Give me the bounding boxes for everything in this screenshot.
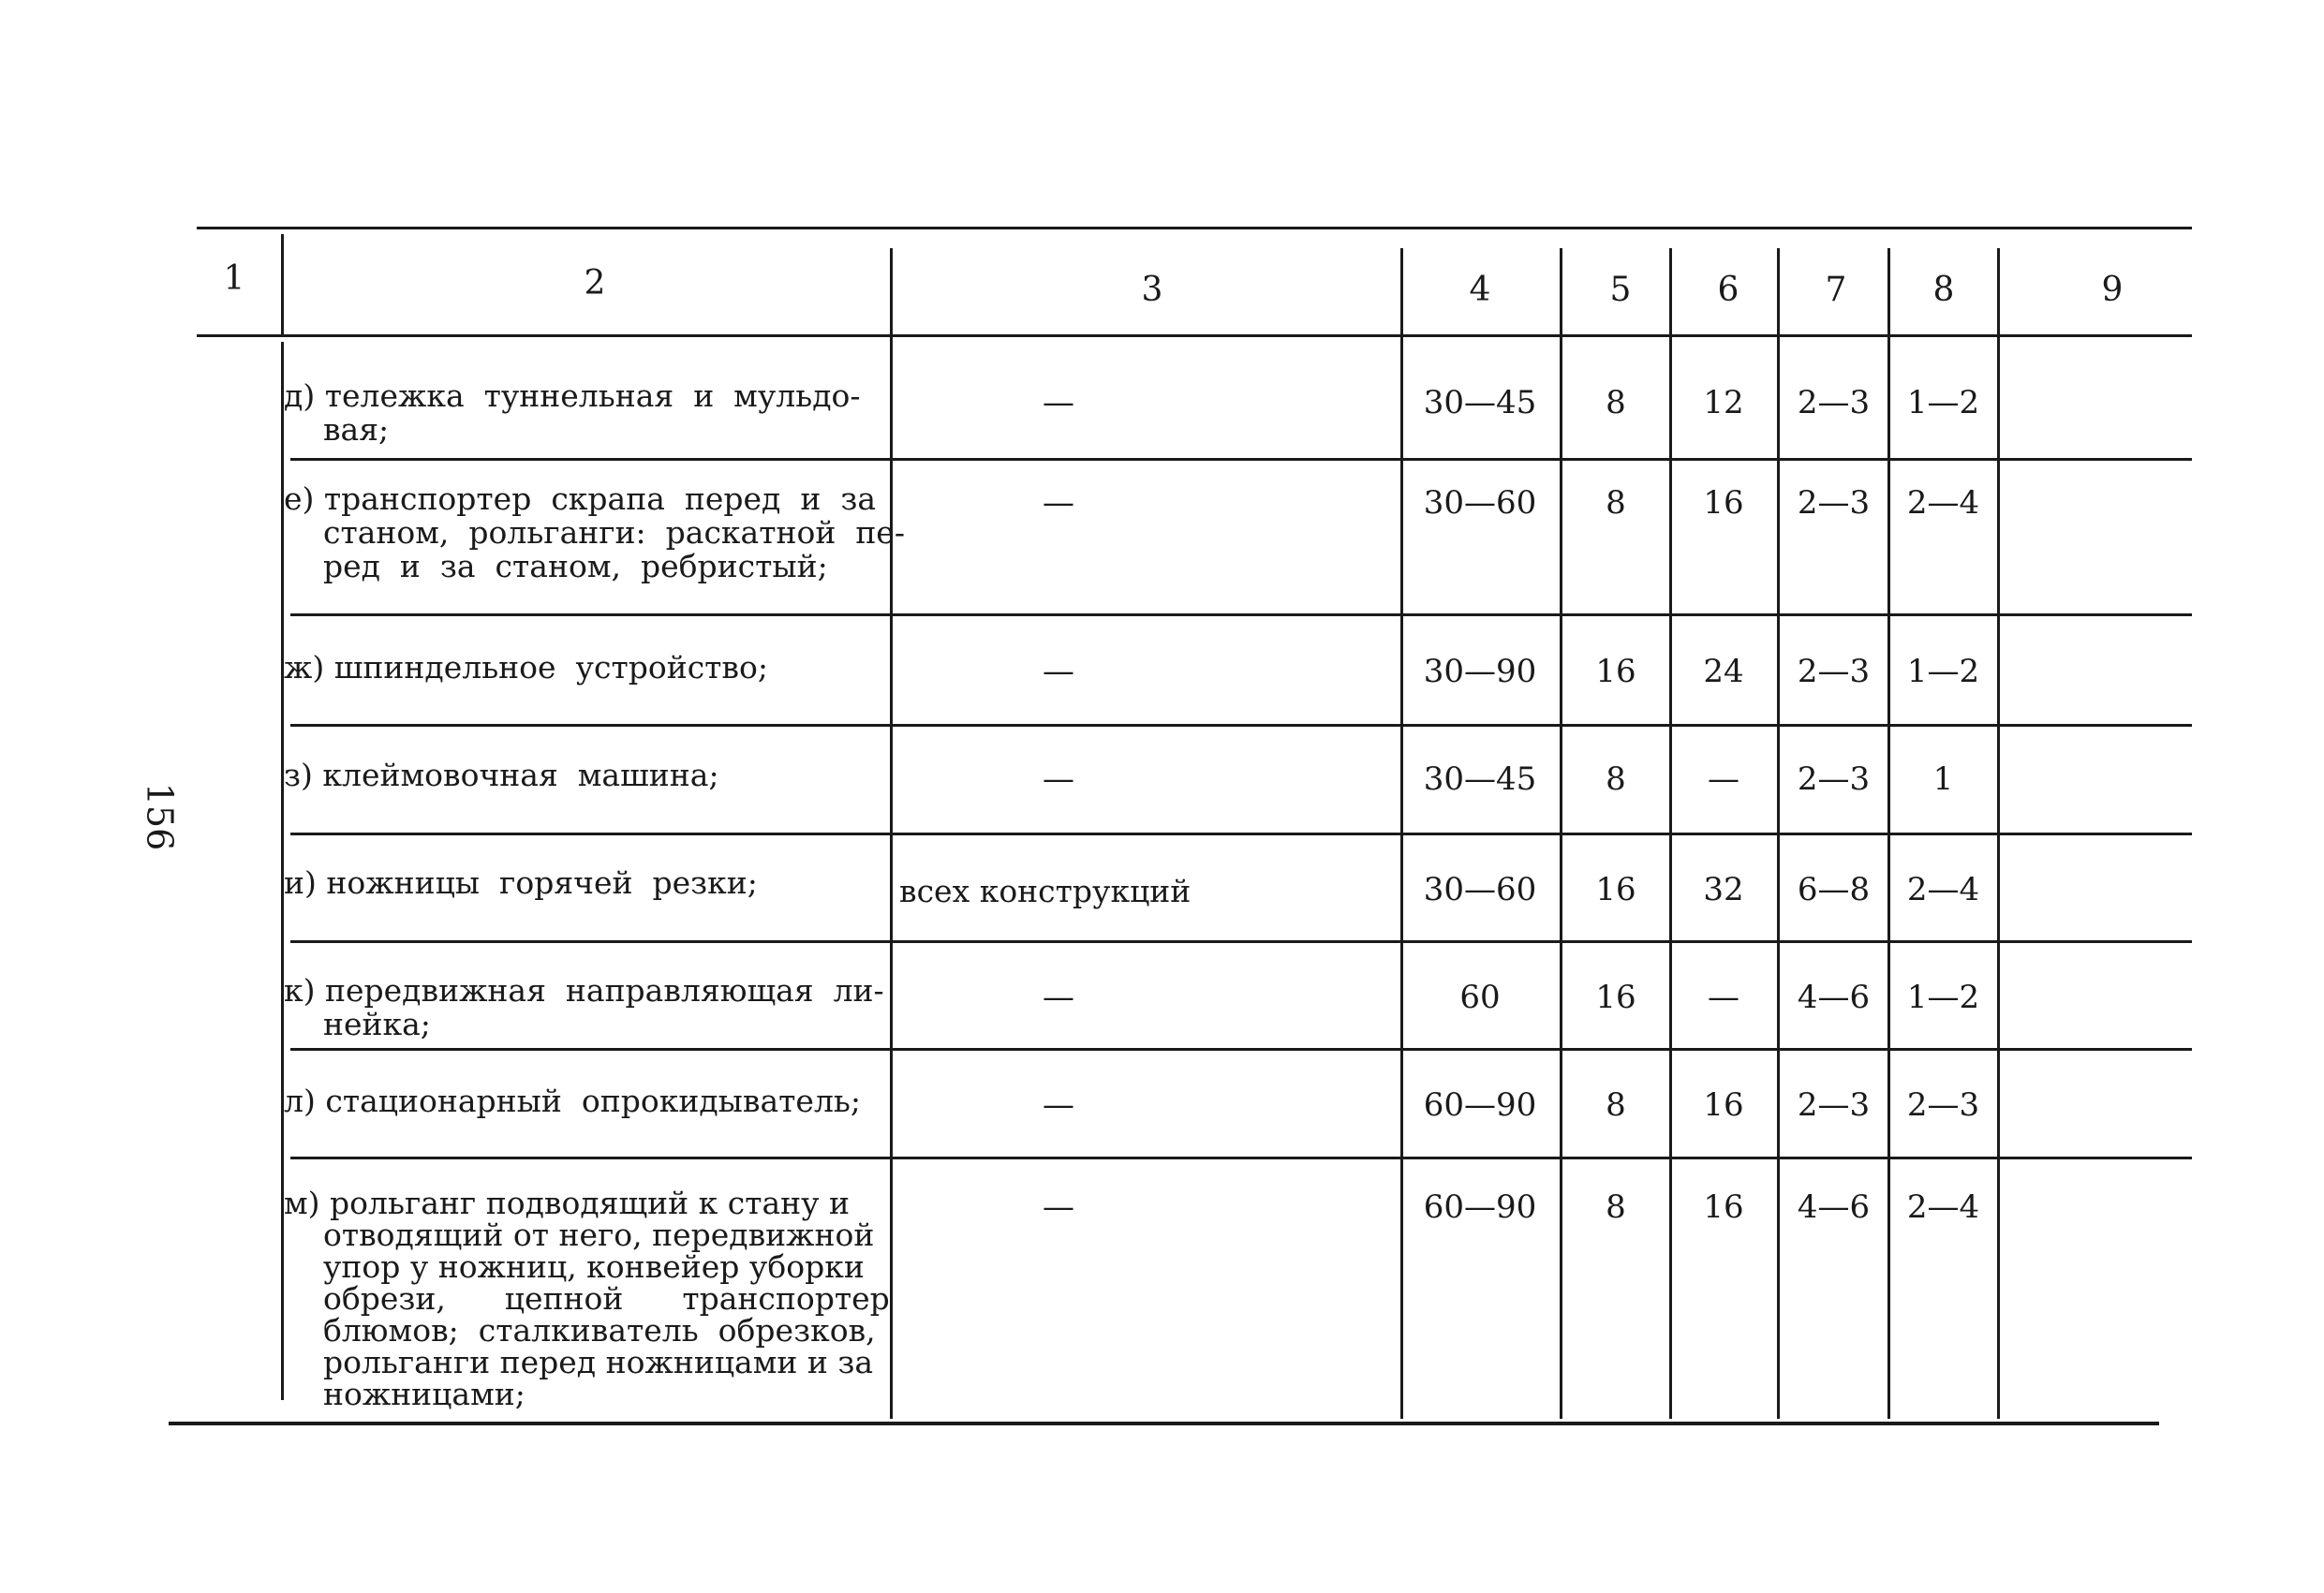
col7-value: 2—3	[1797, 760, 1871, 798]
row-letter: з)	[284, 757, 313, 793]
row-divider	[290, 613, 2192, 616]
row-description	[284, 866, 758, 900]
col4-value: 30—45	[1423, 760, 1537, 798]
col4-value: 30—90	[1423, 653, 1537, 690]
column-divider	[1777, 248, 1780, 1419]
row-description	[284, 379, 861, 447]
col7-value: 2—3	[1797, 484, 1871, 522]
desc-line: блюмов; сталкиватель обрезков,	[322, 1312, 876, 1349]
desc-line: тележка туннельная и мульдо-	[324, 377, 861, 414]
col8-value: 1—2	[1906, 653, 1980, 690]
row-divider	[290, 724, 2192, 727]
header-cell: 1	[223, 259, 245, 298]
column-divider	[1997, 248, 2000, 1419]
header-bottom-rule	[197, 334, 2192, 337]
desc-line: шпиндельное устройство;	[333, 649, 768, 686]
row-description	[284, 482, 905, 583]
col5-value: 8	[1606, 484, 1626, 522]
col5-value: 16	[1595, 979, 1636, 1016]
header-cell: 2	[584, 264, 606, 302]
col3-value: —	[1043, 653, 1074, 690]
row-divider	[290, 940, 2192, 943]
header-cell: 3	[1141, 271, 1163, 309]
column-divider	[1560, 248, 1562, 1419]
row-divider	[290, 458, 2192, 461]
col7-value: 2—3	[1797, 1086, 1871, 1124]
col3-value: —	[1043, 760, 1074, 798]
col7-value: 4—6	[1797, 979, 1871, 1016]
row-description	[284, 1084, 861, 1118]
row-letter: м)	[284, 1185, 320, 1221]
row-description	[284, 759, 719, 792]
col4-value: 60	[1459, 979, 1501, 1016]
col5-value: 8	[1606, 384, 1626, 421]
col5-value: 16	[1595, 871, 1636, 908]
column-divider	[890, 248, 893, 1419]
header-cell: 8	[1932, 271, 1955, 309]
col8-value: 2—4	[1906, 484, 1980, 522]
col7-value: 4—6	[1797, 1188, 1871, 1226]
col4-value: 30—60	[1423, 871, 1537, 908]
desc-line: станом, рольганги: раскатной пе-	[322, 514, 905, 551]
row-divider	[290, 1048, 2192, 1051]
row-description	[284, 651, 768, 685]
row-divider	[290, 1157, 2192, 1159]
col6-value: 16	[1703, 1188, 1744, 1226]
col8-value: 2—4	[1906, 871, 1980, 908]
col5-value: 8	[1606, 760, 1626, 798]
col4-value: 30—45	[1423, 384, 1537, 421]
header-cell: 6	[1717, 271, 1739, 309]
col5-value: 8	[1606, 1188, 1626, 1226]
header-cell: 9	[2101, 271, 2124, 309]
header-cell: 5	[1609, 271, 1632, 309]
col3-value: —	[1043, 979, 1074, 1016]
col7-value: 2—3	[1797, 653, 1871, 690]
col3-value: —	[1043, 1188, 1074, 1226]
col3-value: —	[1043, 384, 1074, 421]
row-letter: д)	[284, 377, 316, 414]
header-cell: 4	[1469, 271, 1491, 309]
col8-value: 2—4	[1906, 1188, 1980, 1226]
col8-value: 1—2	[1906, 384, 1980, 421]
col6-value: 24	[1703, 653, 1744, 690]
col6-value: 16	[1703, 484, 1744, 522]
row-letter: и)	[284, 864, 317, 901]
page-number: 156	[139, 782, 181, 851]
col4-value: 30—60	[1423, 484, 1537, 522]
desc-line: стационарный опрокидыватель;	[325, 1083, 862, 1119]
row-description	[284, 1187, 890, 1410]
desc-line: рольганги перед ножницами и за	[322, 1344, 874, 1380]
desc-line: клеймовочная машина;	[322, 757, 719, 793]
col5-value: 16	[1595, 653, 1636, 690]
header-cell: 7	[1825, 271, 1847, 309]
col6-value: 32	[1703, 871, 1744, 908]
desc-line: нейка;	[322, 1006, 431, 1042]
row-letter: ж)	[284, 649, 325, 686]
col4-value: 60—90	[1423, 1086, 1537, 1124]
col6-value: —	[1708, 979, 1739, 1016]
desc-line: ножницами;	[322, 1376, 525, 1412]
col3-value: всех конструкций	[899, 873, 1192, 909]
col6-value: 12	[1703, 384, 1744, 421]
desc-line: ред и за станом, ребристый;	[322, 548, 828, 584]
table-top-rule	[197, 227, 2192, 229]
col3-value: —	[1043, 1086, 1074, 1124]
col4-value: 60—90	[1423, 1188, 1537, 1226]
row-description	[284, 974, 884, 1041]
column-divider	[1669, 248, 1672, 1419]
row-letter: л)	[284, 1083, 316, 1119]
table-bottom-rule	[169, 1422, 2159, 1425]
desc-line: рольганг подводящий к стану и	[330, 1185, 851, 1221]
column-divider	[1400, 248, 1403, 1419]
desc-line: ножницы горячей резки;	[326, 864, 758, 901]
col8-value: 1—2	[1906, 979, 1980, 1016]
desc-line: транспортер скрапа перед и за	[323, 480, 876, 517]
col3-value: —	[1043, 484, 1074, 522]
col7-value: 2—3	[1797, 384, 1871, 421]
desc-line: передвижная направляющая ли-	[325, 972, 884, 1009]
row-divider	[290, 833, 2192, 835]
column-divider	[281, 234, 284, 337]
col7-value: 6—8	[1797, 871, 1871, 908]
col6-value: 16	[1703, 1086, 1744, 1124]
desc-line: вая;	[322, 411, 390, 448]
column-divider	[1887, 248, 1890, 1419]
col5-value: 8	[1606, 1086, 1626, 1124]
desc-line: обрези, цепной транспортер	[322, 1280, 890, 1317]
col8-value: 1	[1932, 760, 1954, 798]
desc-line: отводящий от него, передвижной	[322, 1217, 875, 1253]
col8-value: 2—3	[1906, 1086, 1980, 1124]
desc-line: упор у ножниц, конвейер уборки	[322, 1248, 865, 1285]
col6-value: —	[1708, 760, 1739, 798]
row-letter: е)	[284, 480, 315, 517]
row-letter: к)	[284, 972, 316, 1009]
